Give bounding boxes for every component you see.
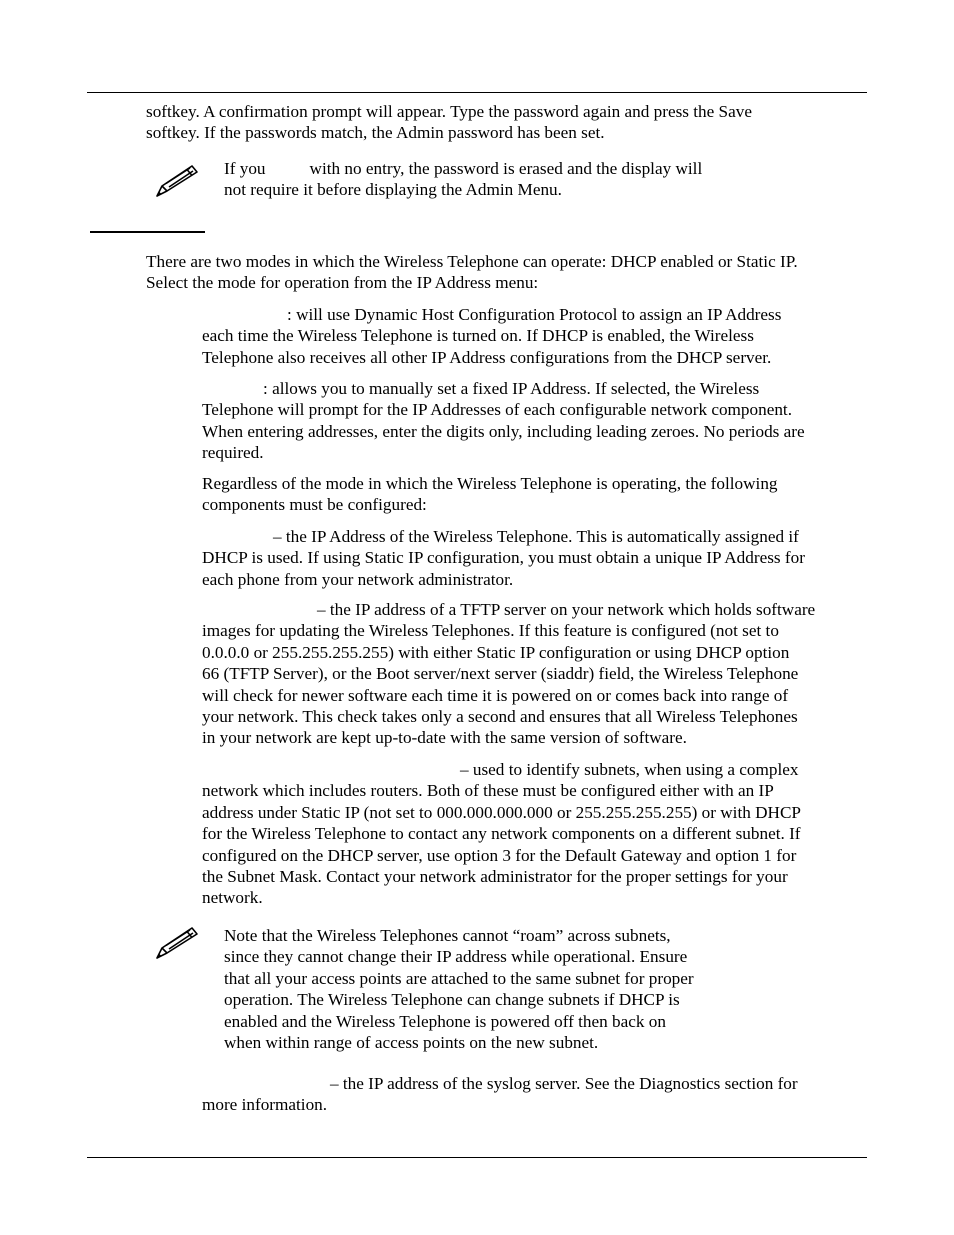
intro-paragraph <box>146 101 866 144</box>
note-text: If you <box>224 159 266 178</box>
regardless-line: components must be configured: <box>202 495 427 515</box>
note-text: enabled and the Wireless Telephone is powered off then back on <box>224 1011 666 1031</box>
note-text: not require it before displaying the Admin Menu. <box>224 180 562 200</box>
gateway-line: address under Static IP (not set to 000.000.000.000 or 255.255.255.255) or with DHCP <box>202 802 801 822</box>
note-text: with no entry, the password is erased and the display will <box>309 159 703 178</box>
footer-rule <box>87 1157 867 1158</box>
static-line: When entering addresses, enter the digits only, including leading zeroes. No periods are <box>202 421 805 441</box>
static-line: required. <box>202 443 264 463</box>
dhcp-paragraph <box>202 304 866 368</box>
tftp-line: your network. This check takes only a second and ensures that all Wireless Telephones <box>202 707 798 727</box>
tftp-line: 0.0.0.0 or 255.255.255.255) with either Static IP configuration or using DHCP option <box>202 642 790 662</box>
gateway-subnet-paragraph <box>202 759 866 909</box>
tftp-line: in your network are kept up-to-date with the same version of software. <box>202 728 687 748</box>
modes-line: Select the mode for operation from the IP Address menu: <box>146 273 539 293</box>
intro-line: softkey. A confirmation prompt will appear. Type the password again and press the Save <box>146 102 752 121</box>
tftp-paragraph <box>202 599 866 749</box>
phone-ip-line: – the IP Address of the Wireless Telephone. This is automatically assigned if <box>273 527 799 546</box>
intro-line: softkey. If the passwords match, the Admin password has been set. <box>146 123 605 143</box>
tftp-line: will check for newer software each time it is powered on or comes back into range of <box>202 685 789 705</box>
syslog-line: – the IP address of the syslog server. See the Diagnostics section for <box>330 1074 798 1093</box>
dhcp-line: Telephone also receives all other IP Address configurations from the DHCP server. <box>202 347 772 367</box>
note-text: Note that the Wireless Telephones cannot “roam” across subnets, <box>224 926 671 945</box>
note-text: when within range of access points on the new subnet. <box>224 1033 599 1053</box>
section-heading-underline <box>90 231 205 233</box>
syslog-line: more information. <box>202 1095 328 1115</box>
note-text: since they cannot change their IP address while operational. Ensure <box>224 947 688 967</box>
note-subnets <box>224 925 754 1053</box>
tftp-line: images for updating the Wireless Telephones. If this feature is configured (not set to <box>202 621 779 641</box>
gateway-line: the Subnet Mask. Contact your network administrator for the proper settings for your <box>202 867 788 887</box>
note-text: operation. The Wireless Telephone can change subnets if DHCP is <box>224 990 680 1010</box>
gateway-line: – used to identify subnets, when using a complex <box>460 760 799 779</box>
tftp-line: 66 (TFTP Server), or the Boot server/next server (siaddr) field, the Wireless Telephone <box>202 664 799 684</box>
static-line: Telephone will prompt for the IP Addresses of each configurable network component. <box>202 400 793 420</box>
note-text: that all your access points are attached to the same subnet for proper <box>224 968 694 988</box>
tftp-line: – the IP address of a TFTP server on your network which holds software <box>317 600 816 619</box>
modes-line: There are two modes in which the Wireless Telephone can operate: DHCP enabled or Static IP. <box>146 252 798 271</box>
static-ip-paragraph <box>202 378 866 464</box>
modes-paragraph <box>146 251 866 294</box>
note-password <box>224 158 754 201</box>
gateway-line: network. <box>202 888 263 908</box>
phone-ip-paragraph <box>202 526 866 590</box>
static-line: : allows you to manually set a fixed IP Address. If selected, the Wireless <box>263 379 760 398</box>
pencil-icon <box>152 160 200 200</box>
regardless-paragraph <box>202 473 866 516</box>
regardless-line: Regardless of the mode in which the Wireless Telephone is operating, the following <box>202 474 778 493</box>
gateway-line: for the Wireless Telephone to contact any network components on a different subnet. If <box>202 824 801 844</box>
gateway-line: configured on the DHCP server, use option 3 for the Default Gateway and option 1 for <box>202 845 797 865</box>
dhcp-line: each time the Wireless Telephone is turned on. If DHCP is enabled, the Wireless <box>202 326 754 346</box>
header-rule <box>87 92 867 93</box>
dhcp-line: : will use Dynamic Host Configuration Protocol to assign an IP Address <box>287 305 782 324</box>
phone-ip-line: each phone from your network administrator. <box>202 569 514 589</box>
syslog-paragraph <box>202 1073 866 1116</box>
pencil-icon <box>152 922 200 962</box>
gateway-line: network which includes routers. Both of these must be configured either with an IP <box>202 781 774 801</box>
phone-ip-line: DHCP is used. If using Static IP configuration, you must obtain a unique IP Address for <box>202 548 805 568</box>
